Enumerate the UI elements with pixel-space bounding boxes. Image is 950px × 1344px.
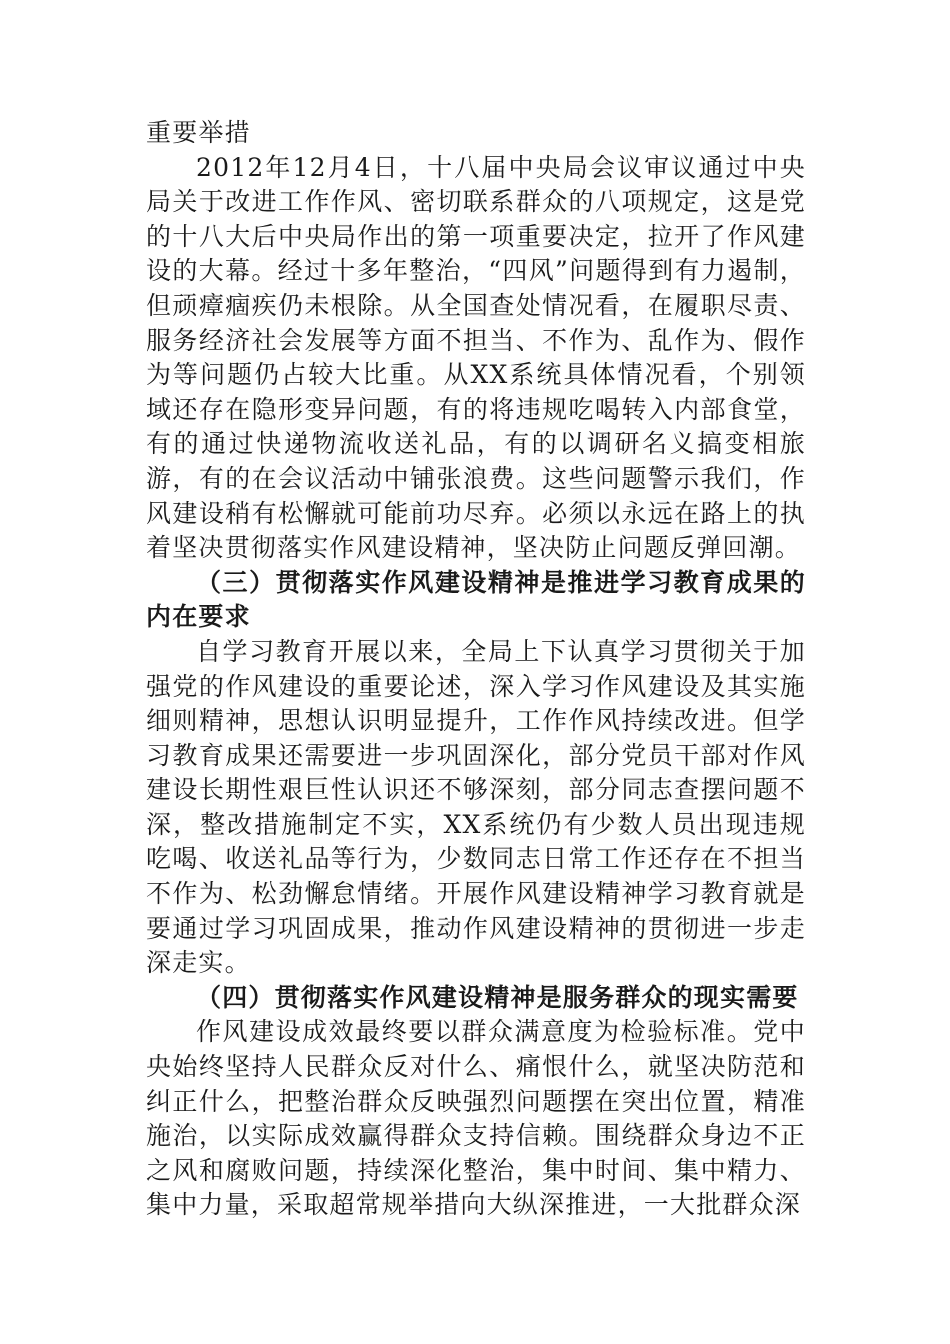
paragraph-serving-masses: 作风建设成效最终要以群众满意度为检验标准。党中央始终坚持人民群众反对什么、痛恨什么，就坚决防范和纠正什么，把整治群众反映强烈问题摆在突出位置，精准施治，以实际成效赢得群众支持信赖。围绕群众身边不正之风和腐败问题，持续深化整治，集中时间、集中精力、集中力量，采取超常规举措向大纵深推进，一大批群众深 (146, 1017, 806, 1220)
paragraph-continuation: 重要举措 (146, 118, 251, 147)
paragraph-eight-rules: 2012年12月4日，十八届中央局会议审议通过中央局关于改进工作作风、密切联系群众的八项规定，这是党的十八大后中央局作出的第一项重要决定，拉开了作风建设的大幕。经过十多年整治，“四风”问题得到有力遏制，但顽瘴痼疾仍未根除。从全国查处情况看，在履职尽责、服务经济社会发展等方面不担当、不作为、乱作为、假作为等问题仍占较大比重。从XX系统具体情况看，个别领域还存在隐形变异问题，有的将违规吃喝转入内部食堂，有的通过快递物流收送礼品，有的以调研名义搞变相旅游，有的在会议活动中铺张浪费。这些问题警示我们，作风建设稍有松懈就可能前功尽弃。必须以永远在路上的执着坚决贯彻落实作风建设精神，坚决防止问题反弹回潮。 (146, 152, 806, 563)
section-heading-4: （四）贯彻落实作风建设精神是服务群众的现实需要 (196, 982, 799, 1012)
document-page (146, 116, 806, 1223)
section-heading-3: （三）贯彻落实作风建设精神是推进学习教育成果的内在要求 (146, 567, 806, 632)
paragraph-learning-education: 自学习教育开展以来，全局上下认真学习贯彻关于加强党的作风建设的重要论述，深入学习作风建设及其实施细则精神，思想认识明显提升，工作作风持续改进。但学习教育成果还需要进一步巩固深化，部分党员干部对作风建设长期性艰巨性认识还不够深刻，部分同志查摆问题不深，整改措施制定不实，XX系统仍有少数人员出现违规吃喝、收送礼品等行为，少数同志日常工作还存在不担当不作为、松劲懈怠情绪。开展作风建设精神学习教育就是要通过学习巩固成果，推动作风建设精神的贯彻进一步走深走实。 (146, 636, 806, 978)
